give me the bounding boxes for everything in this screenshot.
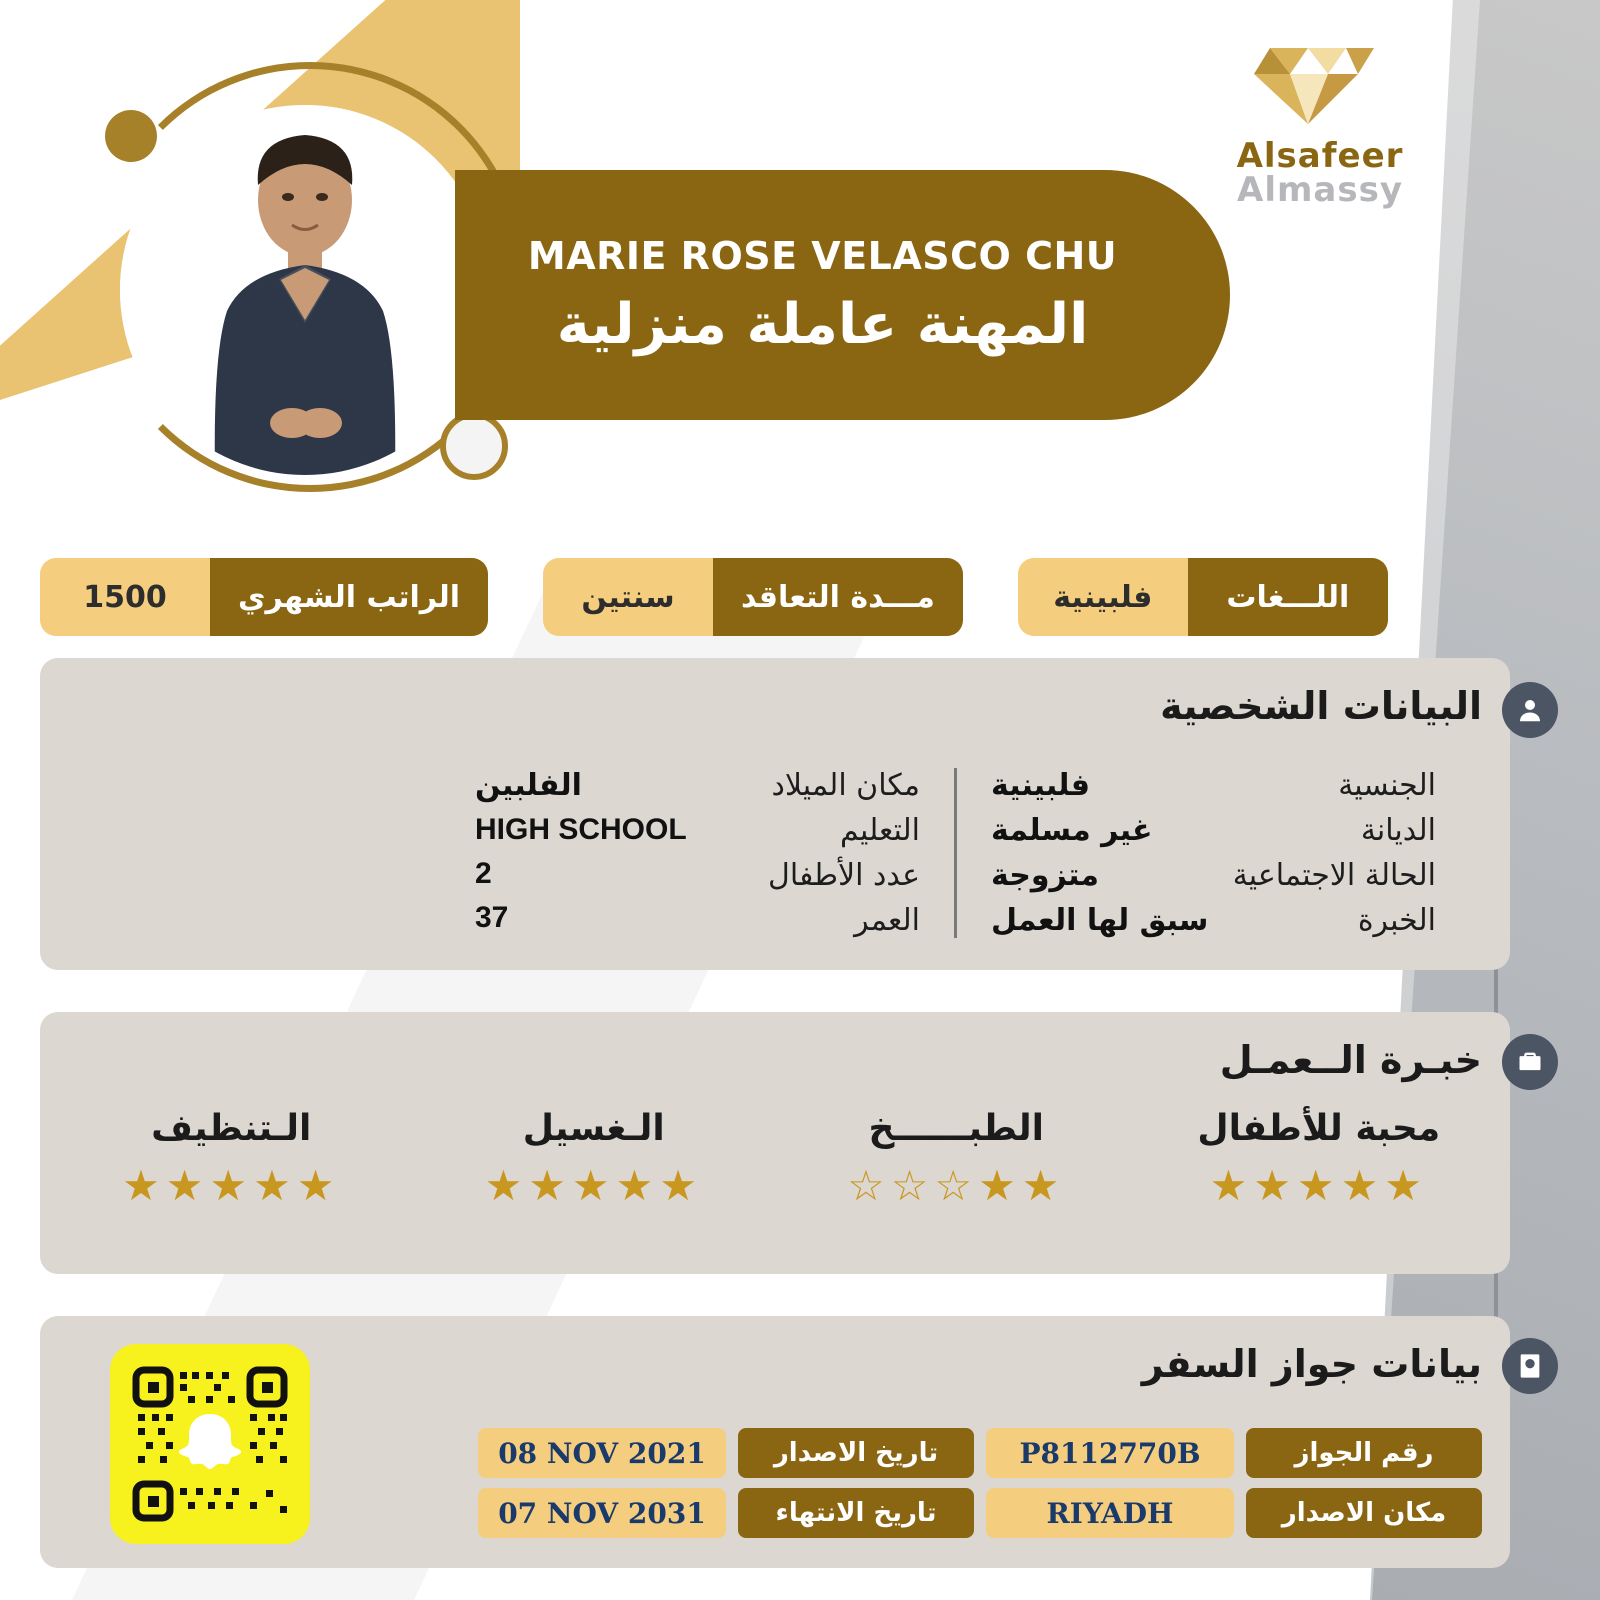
passport-field-value: 08 NOV 2021 xyxy=(478,1428,726,1478)
section-header xyxy=(1220,1038,1482,1082)
personal-values-2 xyxy=(475,768,705,938)
person-icon xyxy=(1502,682,1558,738)
section-title: بيانات جواز السفر xyxy=(1141,1342,1482,1386)
field-value: 2 xyxy=(475,857,492,890)
field-label: الخبرة xyxy=(1357,903,1436,938)
pill-value: فلبينية xyxy=(1018,558,1188,636)
skill-label: الـتنظيف xyxy=(151,1108,312,1149)
skill-label: محبة للأطفال xyxy=(1197,1108,1441,1149)
snapchat-qr-code[interactable] xyxy=(110,1344,310,1544)
section-title: خبـرة الــعمـل xyxy=(1219,1038,1482,1082)
ring-dot-bottom xyxy=(440,412,508,480)
field-label: التعليم xyxy=(840,813,920,848)
briefcase-icon xyxy=(1502,1034,1558,1090)
skill-item xyxy=(80,1108,383,1210)
section-title: البيانات الشخصية xyxy=(1160,684,1482,728)
section-header xyxy=(1160,684,1482,728)
pill-value: 1500 xyxy=(40,558,210,636)
skill-rating: ★★★★★ xyxy=(122,1161,341,1210)
section-personal-data xyxy=(40,658,1510,970)
field-label: الديانة xyxy=(1360,813,1436,848)
field-label: الحالة الاجتماعية xyxy=(1232,858,1436,893)
name-plate xyxy=(455,170,1230,420)
personal-keys-1 xyxy=(1221,768,1436,938)
logo-text-almassy: Almassy xyxy=(1237,170,1403,210)
passport-fields xyxy=(478,1428,1482,1538)
section-header xyxy=(1142,1342,1482,1386)
pill-languages xyxy=(1018,558,1388,636)
passport-icon xyxy=(1502,1338,1558,1394)
header xyxy=(0,0,1600,540)
worker-profession-ar: المهنة عاملة منزلية xyxy=(556,291,1089,357)
passport-field-value: 07 NOV 2031 xyxy=(478,1488,726,1538)
field-label: عدد الأطفال xyxy=(768,858,920,893)
skill-item xyxy=(443,1108,746,1210)
section-work-experience xyxy=(40,1012,1510,1274)
field-value: سبق لها العمل xyxy=(991,903,1209,938)
worker-photo xyxy=(120,105,490,475)
skill-item xyxy=(805,1108,1108,1210)
field-value: متزوجة xyxy=(991,858,1099,893)
skill-label: الـغسيل xyxy=(522,1108,665,1149)
passport-field-label: تاريخ الانتهاء xyxy=(738,1488,974,1538)
logo-text-alsafeer: Alsafeer xyxy=(1236,136,1404,176)
diamond-icon xyxy=(1250,40,1390,132)
skill-label: الطبــــــخ xyxy=(868,1108,1044,1149)
pill-value: سنتين xyxy=(543,558,713,636)
ring-dot-top xyxy=(105,110,157,162)
pill-label: الراتب الشهري xyxy=(210,558,488,636)
passport-field-label: تاريخ الاصدار xyxy=(738,1428,974,1478)
passport-row xyxy=(478,1428,1482,1478)
worker-name-en: MARIE ROSE VELASCO CHU xyxy=(527,233,1118,278)
field-label: مكان الميلاد xyxy=(771,768,920,803)
personal-data-columns xyxy=(80,768,1470,938)
work-skill-list xyxy=(80,1108,1470,1210)
skill-rating: ★★☆☆☆ xyxy=(847,1161,1066,1210)
field-label: العمر xyxy=(854,903,920,938)
passport-row xyxy=(478,1488,1482,1538)
personal-group-2 xyxy=(441,768,957,938)
field-value: فلبينية xyxy=(991,768,1091,803)
skill-item xyxy=(1168,1108,1471,1210)
pill-label: مـــدة التعاقد xyxy=(713,558,963,636)
passport-field-value: RIYADH xyxy=(986,1488,1234,1538)
pill-monthly-salary xyxy=(40,558,488,636)
field-value: الفلبين xyxy=(475,768,582,803)
skill-rating: ★★★★★ xyxy=(484,1161,703,1210)
passport-field-value: P8112770B xyxy=(986,1428,1234,1478)
field-label: الجنسية xyxy=(1338,768,1436,803)
section-passport-data xyxy=(40,1316,1510,1568)
field-value: غير مسلمة xyxy=(991,813,1153,848)
skill-rating: ★★★★★ xyxy=(1209,1161,1428,1210)
field-value: HIGH SCHOOL xyxy=(475,813,687,846)
summary-pill-row xyxy=(40,558,1540,636)
personal-keys-2 xyxy=(705,768,920,938)
pill-contract-duration xyxy=(543,558,963,636)
pill-label: اللـــغات xyxy=(1188,558,1388,636)
field-value: 37 xyxy=(475,901,509,934)
personal-values-1 xyxy=(991,768,1221,938)
passport-field-label: مكان الاصدار xyxy=(1246,1488,1482,1538)
personal-group-1 xyxy=(957,768,1470,938)
passport-field-label: رقم الجواز xyxy=(1246,1428,1482,1478)
company-logo xyxy=(1215,40,1425,210)
